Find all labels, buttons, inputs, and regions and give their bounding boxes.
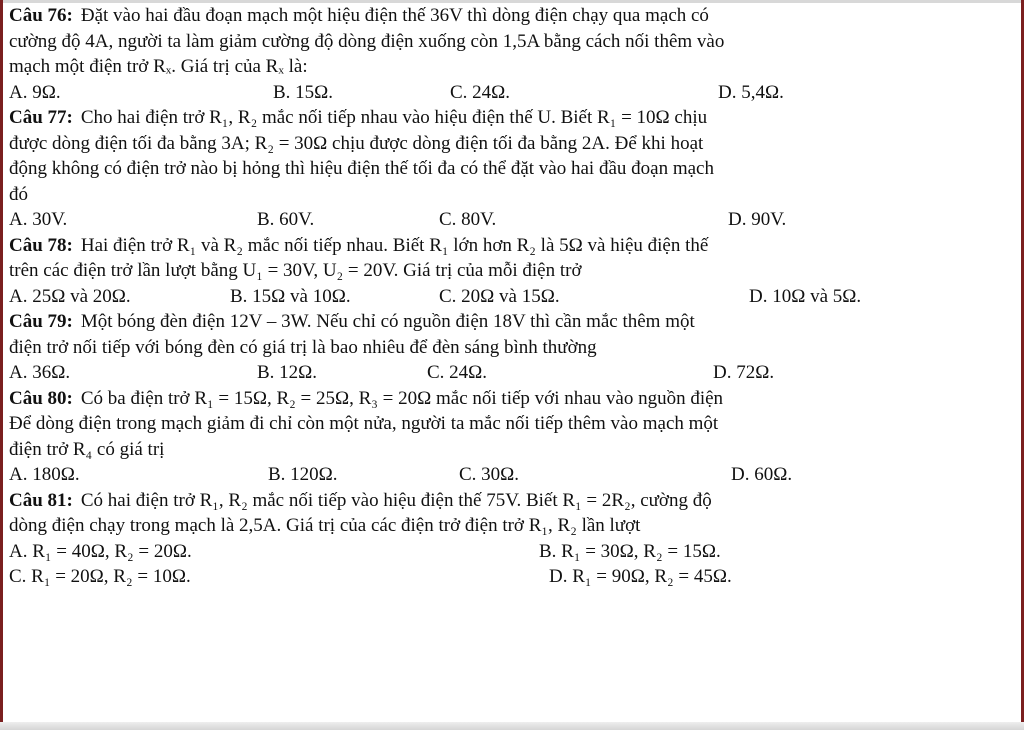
question-79-line-1 [9,309,1019,335]
question-number: Câu 77: [9,107,73,128]
question-78-options [9,284,1019,310]
question-78-line-1 [9,233,1019,259]
question-77-line-1 [9,105,1019,131]
option-b: B. R₁ = 30Ω, R₂ = 15Ω. [539,540,721,562]
question-81-line-2: dòng điện chạy trong mạch là 2,5A. Giá trị của các điện trở điện trở R₁, R₂ lần lượt [9,515,641,536]
option-a: A. R₁ = 40Ω, R₂ = 20Ω. [9,540,192,562]
option-a: A. 30V. [9,209,68,230]
question-76-line-3: mạch một điện trở Rₓ. Giá trị của Rₓ là: [9,56,308,77]
question-77-line-2: được dòng điện tối đa bằng 3A; R₂ = 30Ω chịu được dòng điện tối đa bằng 2A. Để khi hoạt [9,132,704,154]
question-80-line-3: điện trở R₄ có giá trị [9,438,165,460]
bottom-edge [0,722,1024,730]
question-number: Câu 79: [9,311,73,332]
question-number: Câu 81: [9,489,73,511]
question-77-options [9,207,1019,233]
option-a: A. 36Ω. [9,362,71,383]
question-80-options [9,462,1019,488]
question-76-options [9,80,1019,106]
option-c: C. 80V. [439,209,497,230]
question-text: Có hai điện trở R₁, R₂ mắc nối tiếp vào hiệu điện thế 75V. Biết R₁ = 2R₂, cường độ [80,489,712,511]
question-81-options-row-2 [9,564,1019,590]
question-76-line-2: cường độ 4A, người ta làm giảm cường độ dòng điện xuống còn 1,5A bằng cách nối thêm vào [9,30,725,52]
question-76-line-1 [9,3,1019,29]
question-77-line-3: động không có điện trở nào bị hỏng thì hiệu điện thế tối đa có thể đặt vào hai đầu đoạn mạch [9,158,714,179]
option-d: D. 10Ω và 5Ω. [749,285,862,307]
question-78-line-2: trên các điện trở lần lượt bằng U₁ = 30V, U₂ = 20V. Giá trị của mỗi điện trở [9,260,582,281]
option-d: D. 90V. [728,209,787,230]
option-c: C. 24Ω. [427,362,488,383]
question-77-line-4: đó [9,183,28,205]
question-80-line-2: Để dòng điện trong mạch giảm đi chỉ còn một nửa, người ta mắc nối tiếp thêm vào mạch một [9,413,719,434]
option-d: D. R₁ = 90Ω, R₂ = 45Ω. [549,566,732,587]
question-number: Câu 80: [9,387,73,409]
option-b: B. 12Ω. [257,362,318,383]
question-number: Câu 78: [9,234,73,256]
option-d: D. 5,4Ω. [718,81,784,103]
option-a: A. 25Ω và 20Ω. [9,285,131,307]
option-c: C. R₁ = 20Ω, R₂ = 10Ω. [9,566,191,587]
option-b: B. 60V. [257,209,315,230]
question-text: Cho hai điện trở R₁, R₂ mắc nối tiếp nhau vào hiệu điện thế U. Biết R₁ = 10Ω chịu [80,107,708,128]
document-page [9,3,1019,723]
question-text: Đặt vào hai đầu đoạn mạch một hiệu điện thế 36V thì dòng điện chạy qua mạch có [80,5,709,26]
option-d: D. 60Ω. [731,464,793,485]
option-b: B. 15Ω. [273,81,334,103]
question-number: Câu 76: [9,5,73,26]
question-text: Có ba điện trở R₁ = 15Ω, R₂ = 25Ω, R₃ = 20Ω mắc nối tiếp với nhau vào nguồn điện [80,387,724,409]
question-text: Một bóng đèn điện 12V – 3W. Nếu chỉ có nguồn điện 18V thì cần mắc thêm một [80,311,695,332]
question-79-line-2: điện trở nối tiếp với bóng đèn có giá trị là bao nhiêu để đèn sáng bình thường [9,336,597,358]
option-b: B. 15Ω và 10Ω. [230,285,351,307]
option-d: D. 72Ω. [713,362,775,383]
option-c: C. 20Ω và 15Ω. [439,285,560,307]
option-a: A. 180Ω. [9,464,80,485]
question-80-line-1 [9,386,1019,412]
option-c: C. 24Ω. [450,81,511,103]
option-a: A. 9Ω. [9,81,61,103]
option-b: B. 120Ω. [268,464,338,485]
option-c: C. 30Ω. [459,464,520,485]
question-text: Hai điện trở R₁ và R₂ mắc nối tiếp nhau. Biết R₁ lớn hơn R₂ là 5Ω và hiệu điện thế [80,234,709,256]
question-81-line-1 [9,488,1019,514]
question-79-options [9,360,1019,386]
question-81-options-row-1 [9,539,1019,565]
